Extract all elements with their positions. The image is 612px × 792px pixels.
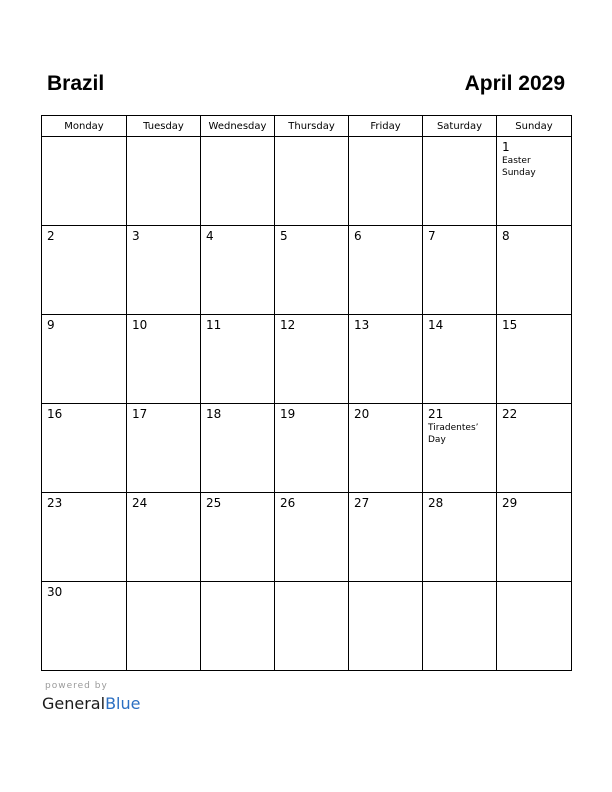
- weekday-saturday: Saturday: [423, 116, 497, 137]
- day-cell: [275, 137, 349, 226]
- day-number: 2: [47, 229, 55, 243]
- week-row: [42, 404, 572, 493]
- holiday-label: [275, 510, 348, 511]
- holiday-label: [349, 510, 422, 511]
- holiday-label: [497, 510, 571, 511]
- day-cell: [497, 582, 572, 671]
- day-number: 23: [47, 496, 63, 510]
- holiday-label: [127, 510, 200, 511]
- day-number: 22: [502, 407, 518, 421]
- powered-by-text: powered by: [45, 681, 108, 691]
- brand-name-part1: General: [42, 694, 106, 713]
- day-number: 5: [280, 229, 288, 243]
- weekday-sunday: Sunday: [497, 116, 572, 137]
- day-cell: [275, 582, 349, 671]
- holiday-label: Easter Sunday: [502, 156, 536, 178]
- holiday-label: [127, 585, 200, 586]
- holiday-label: [423, 585, 496, 586]
- holiday-label: [349, 585, 422, 586]
- holiday-label: [127, 421, 200, 422]
- weekday-thursday: Thursday: [275, 116, 349, 137]
- holiday-label: [201, 421, 274, 422]
- day-cell: [423, 137, 497, 226]
- holiday-label: [42, 599, 126, 600]
- holiday-label: [423, 510, 496, 511]
- day-cell: [349, 315, 423, 404]
- day-cell: [423, 582, 497, 671]
- calendar-grid: [41, 115, 572, 671]
- day-cell: [497, 493, 572, 582]
- day-cell: [42, 226, 127, 315]
- day-cell: [201, 493, 275, 582]
- day-cell: [349, 582, 423, 671]
- holiday-label: [127, 332, 200, 333]
- day-cell: [423, 493, 497, 582]
- day-number: 26: [280, 496, 296, 510]
- holiday-label: [349, 243, 422, 244]
- month-title: April 2029: [464, 72, 565, 95]
- weekday-header-row: [42, 116, 572, 137]
- holiday-label: Tiradentes’ Day: [428, 423, 479, 445]
- day-number: 16: [47, 407, 63, 421]
- holiday-label: [275, 140, 348, 141]
- day-cell: [201, 315, 275, 404]
- day-number: 13: [354, 318, 370, 332]
- day-number: 21: [428, 407, 444, 421]
- holiday-label: [42, 140, 126, 141]
- footer: [42, 680, 140, 714]
- day-number: 28: [428, 496, 444, 510]
- day-cell: [349, 226, 423, 315]
- calendar-header: [41, 70, 571, 100]
- holiday-label: [201, 585, 274, 586]
- day-cell: [275, 493, 349, 582]
- day-cell: [497, 315, 572, 404]
- holiday-label: [423, 332, 496, 333]
- week-row: [42, 493, 572, 582]
- day-number: 27: [354, 496, 370, 510]
- holiday-label: [42, 510, 126, 511]
- day-cell: [349, 137, 423, 226]
- day-cell: [127, 404, 201, 493]
- day-number: 15: [502, 318, 518, 332]
- day-cell: [497, 137, 572, 226]
- day-number: 8: [502, 229, 510, 243]
- day-cell: [423, 315, 497, 404]
- day-cell: [42, 404, 127, 493]
- day-number: 12: [280, 318, 296, 332]
- holiday-label: [201, 140, 274, 141]
- day-cell: [127, 137, 201, 226]
- day-cell: [423, 404, 497, 493]
- day-cell: [349, 493, 423, 582]
- holiday-label: [349, 421, 422, 422]
- day-number: 11: [206, 318, 222, 332]
- day-cell: [201, 404, 275, 493]
- holiday-label: [42, 421, 126, 422]
- day-cell: [201, 137, 275, 226]
- week-row: [42, 582, 572, 671]
- holiday-label: [127, 243, 200, 244]
- day-cell: [275, 404, 349, 493]
- day-cell: [127, 226, 201, 315]
- holiday-label: [497, 585, 571, 586]
- day-number: 14: [428, 318, 444, 332]
- day-cell: [201, 582, 275, 671]
- weekday-monday: Monday: [42, 116, 127, 137]
- day-number: 10: [132, 318, 148, 332]
- day-number: 24: [132, 496, 148, 510]
- holiday-label: [275, 585, 348, 586]
- day-number: 18: [206, 407, 222, 421]
- holiday-label: [42, 332, 126, 333]
- day-number: 30: [47, 585, 63, 599]
- day-number: 3: [132, 229, 140, 243]
- holiday-label: [349, 140, 422, 141]
- day-number: 9: [47, 318, 55, 332]
- holiday-label: [423, 243, 496, 244]
- day-cell: [423, 226, 497, 315]
- holiday-label: [201, 332, 274, 333]
- holiday-label: [275, 332, 348, 333]
- week-row: [42, 315, 572, 404]
- day-number: 19: [280, 407, 296, 421]
- holiday-label: [349, 332, 422, 333]
- day-cell: [127, 582, 201, 671]
- day-cell: [42, 582, 127, 671]
- holiday-label: [201, 243, 274, 244]
- day-number: 7: [428, 229, 436, 243]
- day-cell: [497, 404, 572, 493]
- country-title: Brazil: [47, 72, 105, 95]
- day-number: 29: [502, 496, 518, 510]
- holiday-label: [275, 421, 348, 422]
- day-number: 1: [502, 140, 510, 154]
- week-row: [42, 137, 572, 226]
- brand-name-part2: Blue: [105, 694, 141, 713]
- day-number: 20: [354, 407, 370, 421]
- day-cell: [275, 226, 349, 315]
- holiday-label: [497, 421, 571, 422]
- day-cell: [127, 493, 201, 582]
- holiday-label: [423, 140, 496, 141]
- day-number: 17: [132, 407, 148, 421]
- day-number: 25: [206, 496, 222, 510]
- weekday-tuesday: Tuesday: [127, 116, 201, 137]
- holiday-label: [275, 243, 348, 244]
- day-cell: [42, 137, 127, 226]
- day-cell: [349, 404, 423, 493]
- day-number: 4: [206, 229, 214, 243]
- day-cell: [497, 226, 572, 315]
- day-cell: [127, 315, 201, 404]
- brand-logo: [42, 694, 140, 714]
- holiday-label: [497, 243, 571, 244]
- holiday-label: [42, 243, 126, 244]
- weekday-wednesday: Wednesday: [201, 116, 275, 137]
- day-number: 6: [354, 229, 362, 243]
- day-cell: [275, 315, 349, 404]
- week-row: [42, 226, 572, 315]
- holiday-label: [497, 332, 571, 333]
- weekday-friday: Friday: [349, 116, 423, 137]
- holiday-label: [201, 510, 274, 511]
- day-cell: [42, 493, 127, 582]
- holiday-label: [127, 140, 200, 141]
- day-cell: [201, 226, 275, 315]
- day-cell: [42, 315, 127, 404]
